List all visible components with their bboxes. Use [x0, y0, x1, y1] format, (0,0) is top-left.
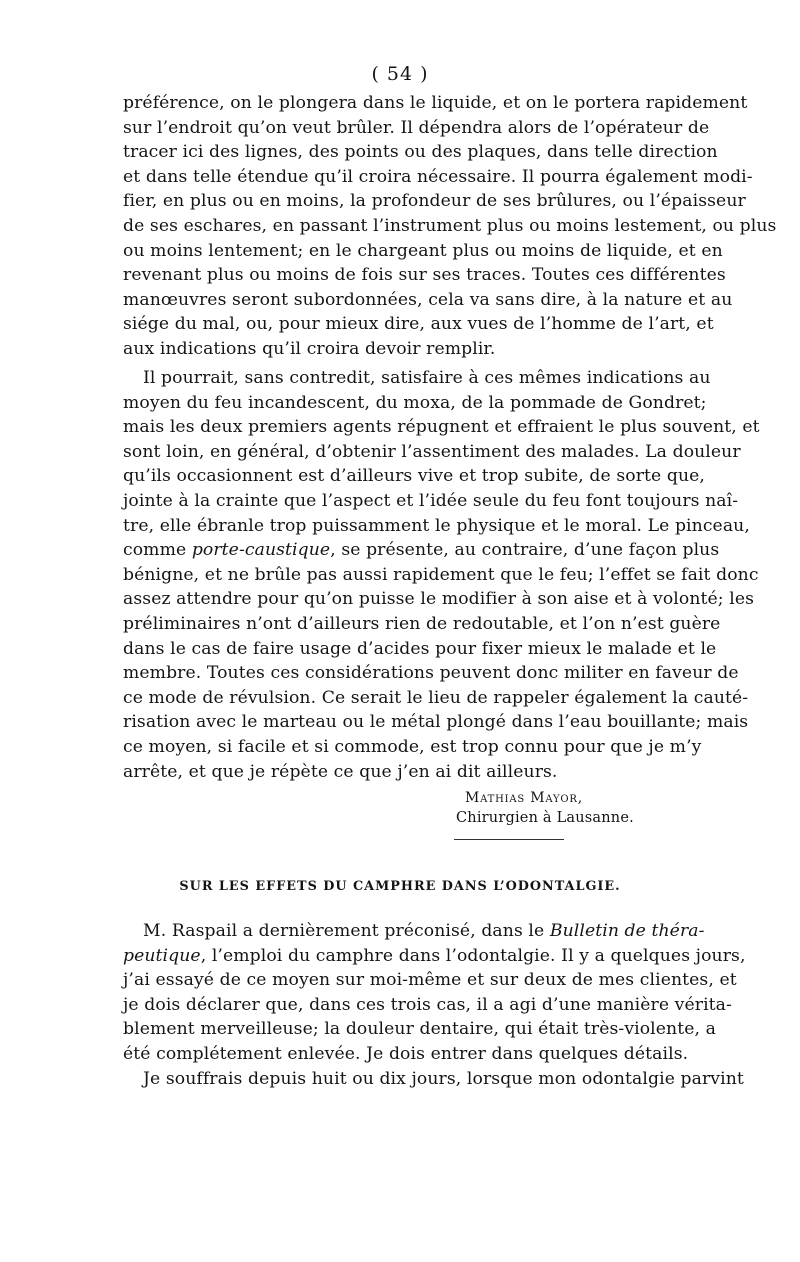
text-line: ce mode de révulsion. Ce serait le lieu de rappeler également la cauté- [123, 687, 749, 708]
text-line: moyen du feu incandescent, du moxa, de la pommade de Gondret; [123, 392, 707, 413]
text-fragment: , se présente, au contraire, d’une façon plus [330, 540, 720, 561]
text-line: mais les deux premiers agents répugnent et effraient le plus souvent, et [123, 417, 760, 438]
signature-name: Mathias Mayor, [465, 790, 584, 806]
text-line: jointe à la crainte que l’aspect et l’idée seule du feu font toujours naî- [123, 490, 739, 511]
text-line: de ses eschares, en passant l’instrument plus ou moins lestement, ou plus [123, 215, 777, 236]
text-line: sont loin, en général, d’obtenir l’assentiment des malades. La douleur [123, 441, 741, 462]
signature-title: Chirurgien à Lausanne. [456, 810, 634, 826]
text-line: membre. Toutes ces considérations peuvent donc militer en faveur de [123, 663, 739, 684]
italic-term: peutique [123, 945, 201, 966]
text-line: Je souffrais depuis huit ou dix jours, lorsque mon odontalgie parvint [143, 1069, 744, 1089]
text-line: siége du mal, ou, pour mieux dire, aux vues de l’homme de l’art, et [123, 314, 714, 335]
italic-term: Bulletin de théra- [549, 921, 705, 941]
text-fragment: M. Raspail a dernièrement préconisé, dans le [143, 921, 550, 941]
text-line: et dans telle étendue qu’il croira nécessaire. Il pourra également modi- [123, 166, 753, 187]
text-line: revenant plus ou moins de fois sur ses traces. Toutes ces différentes [123, 265, 726, 286]
text-line: je dois déclarer que, dans ces trois cas, il a agi d’une manière vérita- [123, 994, 732, 1015]
text-line: préférence, on le plongera dans le liquide, et on le portera rapidement [123, 93, 748, 113]
text-line: tracer ici des lignes, des points ou des plaques, dans telle direction [123, 142, 718, 163]
paragraph-1 [123, 91, 777, 362]
text-line: ou moins lentement; en le chargeant plus ou moins de liquide, et en [123, 240, 723, 261]
text-line: été complétement enlevée. Je dois entrer dans quelques détails. [123, 1043, 689, 1064]
paragraph-3 [123, 919, 746, 1067]
text-line: assez attendre pour qu’on puisse le modifier à son aise et à volonté; les [123, 589, 755, 610]
text-line: sur l’endroit qu’on veut brûler. Il dépendra alors de l’opérateur de [123, 117, 710, 138]
text-fragment: comme [123, 540, 192, 561]
text-line [123, 919, 705, 944]
page-number: ( 54 ) [371, 63, 429, 85]
section-title: SUR LES EFFETS DU CAMPHRE DANS L’ODONTALGIE. [179, 879, 621, 894]
paragraph-4 [123, 1067, 744, 1092]
text-line: manœuvres seront subordonnées, cela va sans dire, à la nature et au [123, 289, 733, 310]
text-line: bénigne, et ne brûle pas aussi rapidement que le feu; l’effet se fait donc [123, 564, 759, 585]
paragraph-2 [123, 366, 760, 784]
text-line: j’ai essayé de ce moyen sur moi-même et sur deux de mes clientes, et [123, 970, 737, 991]
divider [454, 839, 564, 840]
text-line: qu’ils occasionnent est d’ailleurs vive et trop subite, de sorte que, [123, 466, 705, 487]
text-line: préliminaires n’ont d’ailleurs rien de redoutable, et l’on n’est guère [123, 613, 721, 634]
text-line [123, 538, 720, 563]
text-line: ce moyen, si facile et si commode, est trop connu pour que je m’y [123, 736, 702, 757]
text-line: aux indications qu’il croira devoir remplir. [123, 338, 496, 359]
text-line [123, 944, 746, 969]
text-fragment: , l’emploi du camphre dans l’odontalgie. Il y a quelques jours, [200, 945, 746, 966]
text-line: tre, elle ébranle trop puissamment le physique et le moral. Le pinceau, [123, 515, 750, 536]
text-line: arrête, et que je répète ce que j’en ai dit ailleurs. [123, 761, 558, 782]
text-line: risation avec le marteau ou le métal plongé dans l’eau bouillante; mais [123, 712, 749, 733]
text-line: blement merveilleuse; la douleur dentaire, qui était très-violente, a [123, 1019, 716, 1040]
italic-term: porte-caustique [191, 540, 331, 561]
text-line: Il pourrait, sans contredit, satisfaire à ces mêmes indications au [143, 368, 711, 388]
text-line: fier, en plus ou en moins, la profondeur de ses brûlures, ou l’épaisseur [123, 191, 746, 212]
text-line: dans le cas de faire usage d’acides pour fixer mieux le malade et le [123, 638, 717, 659]
